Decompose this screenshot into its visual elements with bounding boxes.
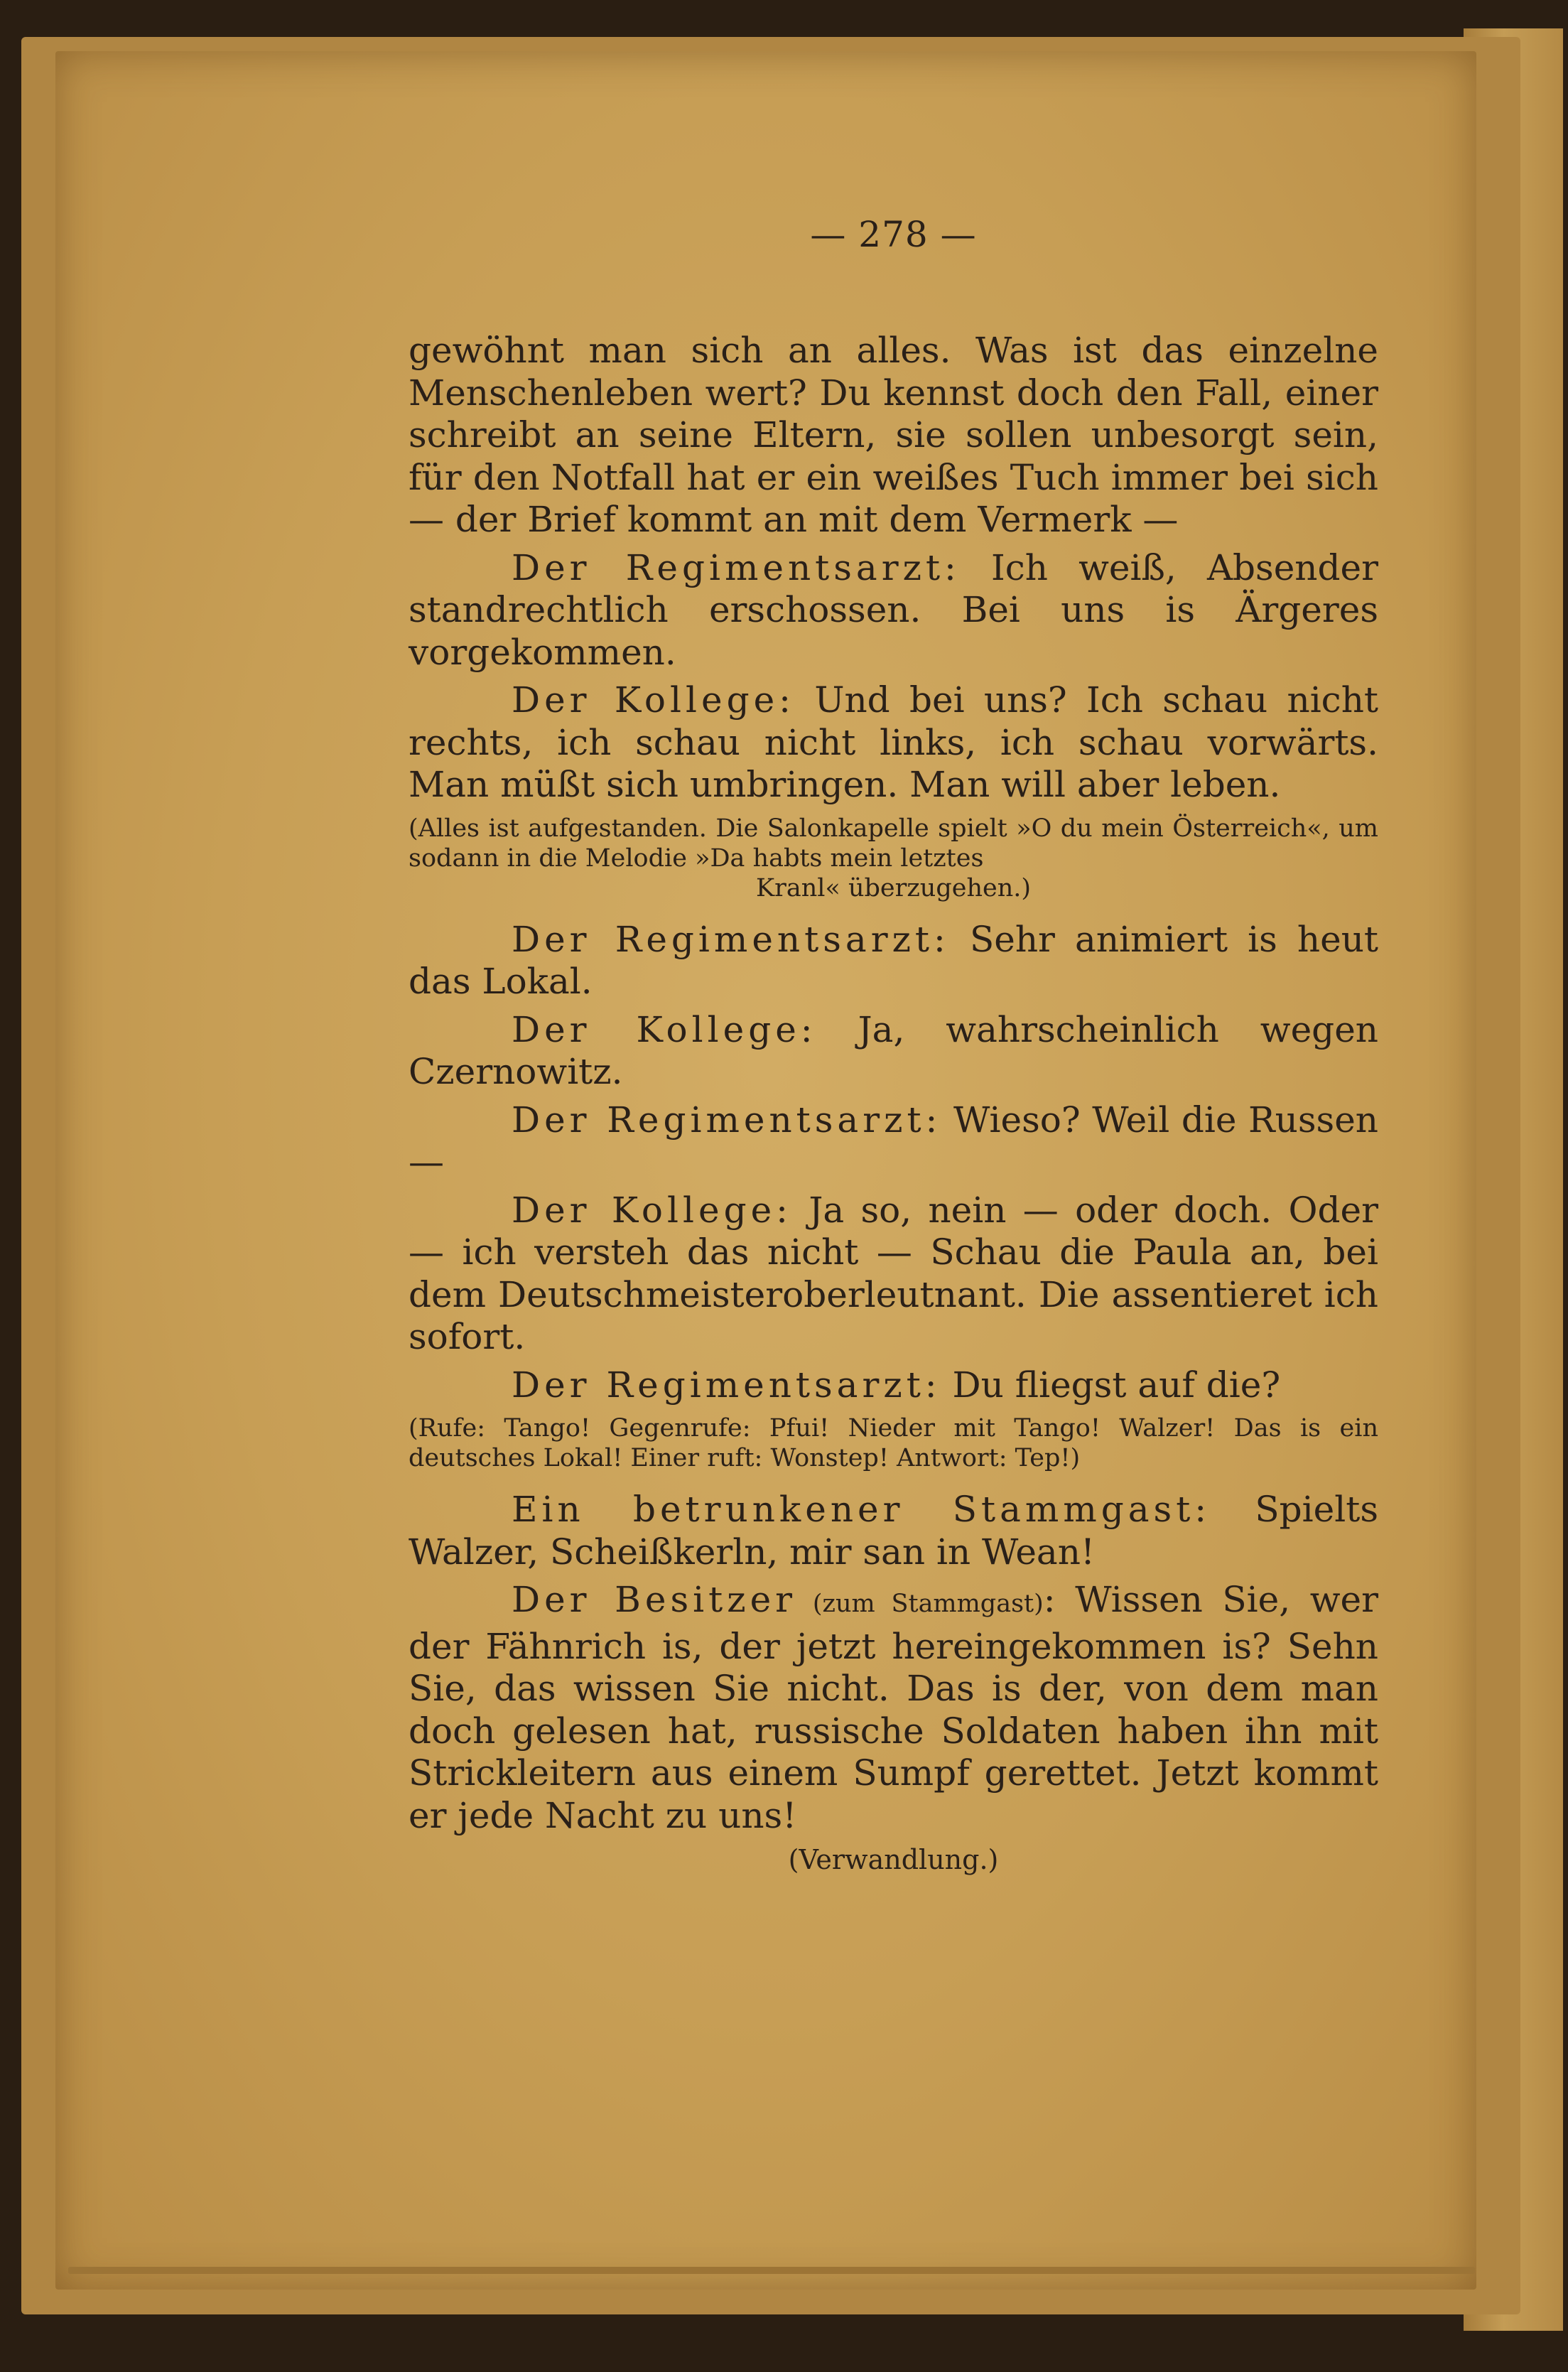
speaker-name: Der Kollege: xyxy=(512,1189,793,1231)
speech-line xyxy=(409,1364,1378,1407)
speaker-name: Ein betrunkener Stammgast: xyxy=(512,1489,1211,1530)
page-content xyxy=(409,213,1378,1877)
speaker-name: Der Regimentsarzt: xyxy=(512,1099,942,1141)
speech-line xyxy=(409,679,1378,807)
speaker-name: Der Regimentsarzt: xyxy=(512,1364,941,1406)
speech-line xyxy=(409,1190,1378,1359)
speech-text: Wissen Sie, wer der Fähnrich is, der jetzt hereingekommen is? Sehn Sie, das wissen Sie nicht. Das is der, von dem man doch gelesen hat, russische Soldaten haben ihn mit Strickleitern aus einem Sumpf gerettet. Jetzt kommt er jede Nacht zu uns! xyxy=(409,1579,1378,1836)
speaker-name: Der Kollege: xyxy=(512,679,796,721)
speech-line xyxy=(409,1009,1378,1094)
stage-direction-text: (Rufe: Tango! Gegenrufe: Pfui! Nieder mit Tango! Walzer! Das is ein deutsches Lokal! Einer ruft: Wonstep! Antwort: Tep!) xyxy=(409,1414,1378,1472)
speaker-name: Der Regimentsarzt: xyxy=(512,546,961,588)
speaker-name: Der Kollege: xyxy=(512,1008,817,1050)
scene-change: (Verwandlung.) xyxy=(788,1844,999,1875)
speech-line xyxy=(409,1489,1378,1573)
speaker-name: Der Besitzer xyxy=(512,1579,797,1620)
speech-text: Ja so, nein — oder doch. Oder — ich versteh das nicht — Schau die Paula an, bei dem Deutschmeisteroberleutnant. Die assentieret ich sofort. xyxy=(409,1189,1379,1357)
speech-text: Sehr animiert is heut das Lokal. xyxy=(409,918,1378,1002)
speech-text: Wieso? Weil die Russen — xyxy=(409,1099,1378,1182)
stage-direction-text: (Alles ist aufgestanden. Die Salonkapelle spielt »O du mein Österreich«, um sodann in die Melodie »Da habts mein letztes xyxy=(409,814,1378,873)
page-bottom-edge xyxy=(68,2267,1475,2274)
speech-text: Und bei uns? Ich schau nicht rechts, ich schau nicht links, ich schau vorwärts. Man müßt sich umbringen. Man will aber leben. xyxy=(409,679,1378,805)
page-number: — 278 — xyxy=(810,214,977,255)
speech-line xyxy=(409,1579,1378,1837)
speaker-name: Der Regimentsarzt: xyxy=(512,918,950,960)
speech-line xyxy=(409,919,1378,1003)
paragraph: gewöhnt man sich an alles. Was ist das einzelne Menschenleben wert? Du kennst doch den Fall, einer schreibt an seine Eltern, sie sollen unbesorgt sein, für den Notfall hat er ein weißes Tuch immer bei sich — der Brief kommt an mit dem Vermerk — xyxy=(409,330,1378,540)
speech-line xyxy=(409,547,1378,674)
speech-text: Spielts Walzer, Scheißkerln, mir san in Wean! xyxy=(409,1489,1379,1573)
stage-direction xyxy=(409,1413,1378,1473)
stage-direction xyxy=(409,814,1378,903)
speaker-colon: : xyxy=(1043,1579,1056,1620)
stage-direction-last-line: Kranl« überzugehen.) xyxy=(755,873,1032,902)
speech-text: Ja, wahrscheinlich wegen Czernowitz. xyxy=(409,1008,1378,1092)
speech-line xyxy=(409,1099,1378,1184)
speech-text: Ich weiß, Absender standrechtlich erschossen. Bei uns is Ärgeres vorgekommen. xyxy=(409,546,1379,673)
speech-text: Du fliegst auf die? xyxy=(941,1364,1281,1406)
stage-aside: (zum Stammgast) xyxy=(796,1590,1044,1618)
